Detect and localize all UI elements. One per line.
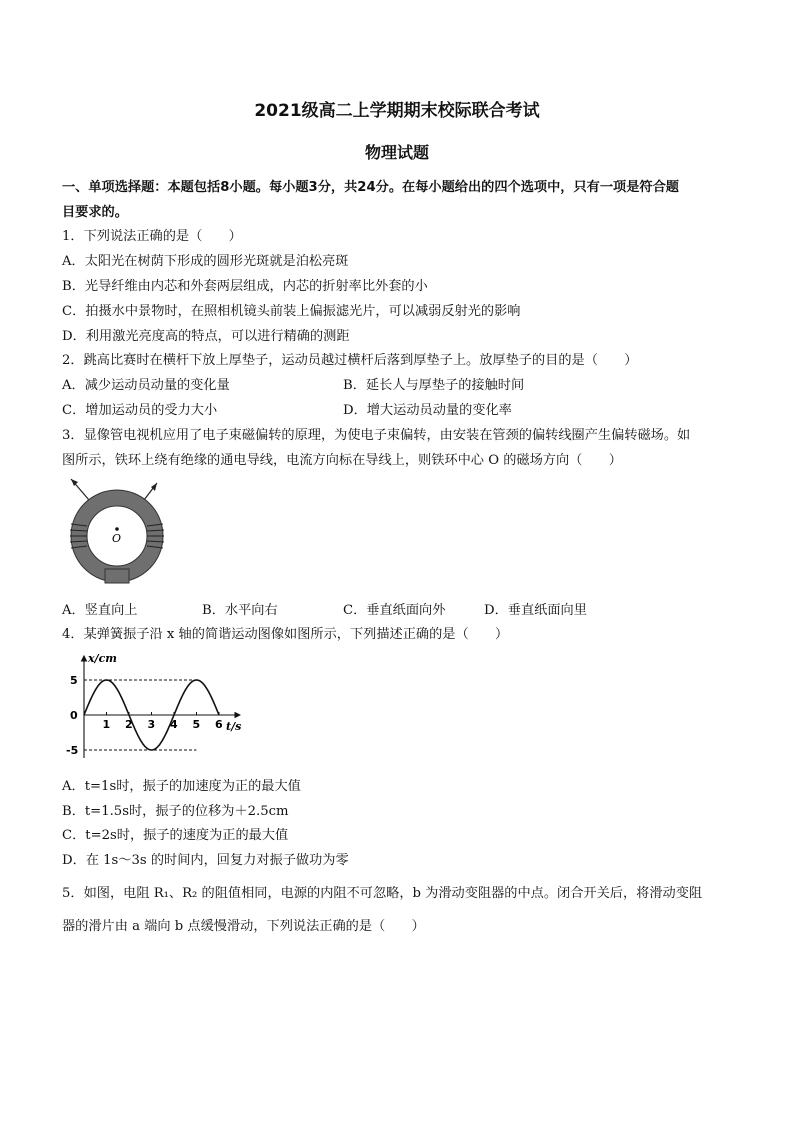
center-point	[115, 527, 119, 531]
q1-stem: 1．下列说法正确的是（ ）	[62, 229, 242, 244]
shm-graph	[62, 648, 252, 766]
q5-stem-line2: 器的滑片由 a 端向 b 点缓慢滑动，下列说法正确的是（ ）	[62, 919, 425, 934]
y-tick-label--5: -5	[66, 744, 79, 757]
exam-subject: 物理试题	[364, 143, 429, 162]
q3-option-a: A．竖直向上	[62, 603, 138, 618]
q3-option-b: B．水平向右	[202, 603, 278, 618]
q1-option-d: D．利用激光亮度高的特点，可以进行精确的测距	[62, 329, 350, 344]
q4-option-b: B．t=1.5s时，振子的位移为＋2.5cm	[62, 804, 289, 819]
x-tick-label-6: 6	[215, 718, 223, 731]
x-tick-label-4: 4	[170, 718, 178, 731]
x-tick-label-2: 2	[125, 718, 133, 731]
section-heading-line2: 目要求的。	[62, 205, 128, 220]
q3-stem-line2: 图所示，铁环上绕有绝缘的通电导线，电流方向标在导线上，则铁环中心 O 的磁场方向（ ）	[62, 453, 622, 468]
q1-option-b: B．光导纤维由内芯和外套两层组成，内芯的折射率比外套的小	[62, 279, 428, 294]
center-label: O	[112, 532, 122, 545]
q1-option-c: C．拍摄水中景物时，在照相机镜头前装上偏振滤光片，可以减弱反射光的影响	[62, 304, 521, 319]
q2-option-b: B．延长人与厚垫子的接触时间	[343, 378, 525, 393]
ring-stand	[105, 569, 129, 583]
x-tick-label-5: 5	[192, 718, 201, 731]
q2-option-d: D．增大运动员动量的变化率	[343, 403, 512, 418]
q1-option-a: A．太阳光在树荫下形成的圆形光斑就是泊松亮斑	[62, 254, 349, 269]
q3-option-c: C．垂直纸面向外	[343, 603, 446, 618]
exam-title: 2021级高二上学期期末校际联合考试	[254, 101, 540, 121]
q2-option-a: A．减少运动员动量的变化量	[62, 378, 230, 393]
x-axis-label: t/s	[226, 720, 242, 733]
q5-stem-line1: 5．如图，电阻 R₁、R₂ 的阻值相同，电源的内阻不可忽略，b 为滑动变阻器的中点。闭合开关后，将滑动变阻	[62, 886, 703, 901]
section-heading-line1: 一、单项选择题：本题包括8小题。每小题3分，共24分。在每小题给出的四个选项中，只有一项是符合题	[62, 180, 679, 195]
y-tick-label-0: 0	[70, 709, 78, 722]
q3-stem-line1: 3．显像管电视机应用了电子束磁偏转的原理，为使电子束偏转，由安装在管颈的偏转线圈产生偏转磁场。如	[62, 428, 691, 443]
q2-stem: 2．跳高比赛时在横杆下放上厚垫子，运动员越过横杆后落到厚垫子上。放厚垫子的目的是（ ）	[62, 353, 638, 368]
x-tick-label-1: 1	[102, 718, 111, 731]
q4-option-a: A．t=1s时，振子的加速度为正的最大值	[62, 779, 301, 794]
q4-option-d: D．在 1s～3s 的时间内，回复力对振子做功为零	[62, 853, 349, 868]
q3-option-d: D．垂直纸面向里	[484, 603, 587, 618]
q4-stem: 4．某弹簧振子沿 x 轴的简谐运动图像如图所示，下列描述正确的是（ ）	[62, 627, 509, 642]
q4-option-c: C．t=2s时，振子的速度为正的最大值	[62, 828, 289, 843]
y-axis-label: x/cm	[88, 652, 117, 665]
q2-option-c: C．增加运动员的受力大小	[62, 403, 218, 418]
y-tick-label-5: 5	[70, 674, 78, 687]
iron-ring-figure	[62, 474, 172, 592]
left-arrowhead	[71, 479, 78, 486]
x-tick-label-3: 3	[147, 718, 156, 731]
